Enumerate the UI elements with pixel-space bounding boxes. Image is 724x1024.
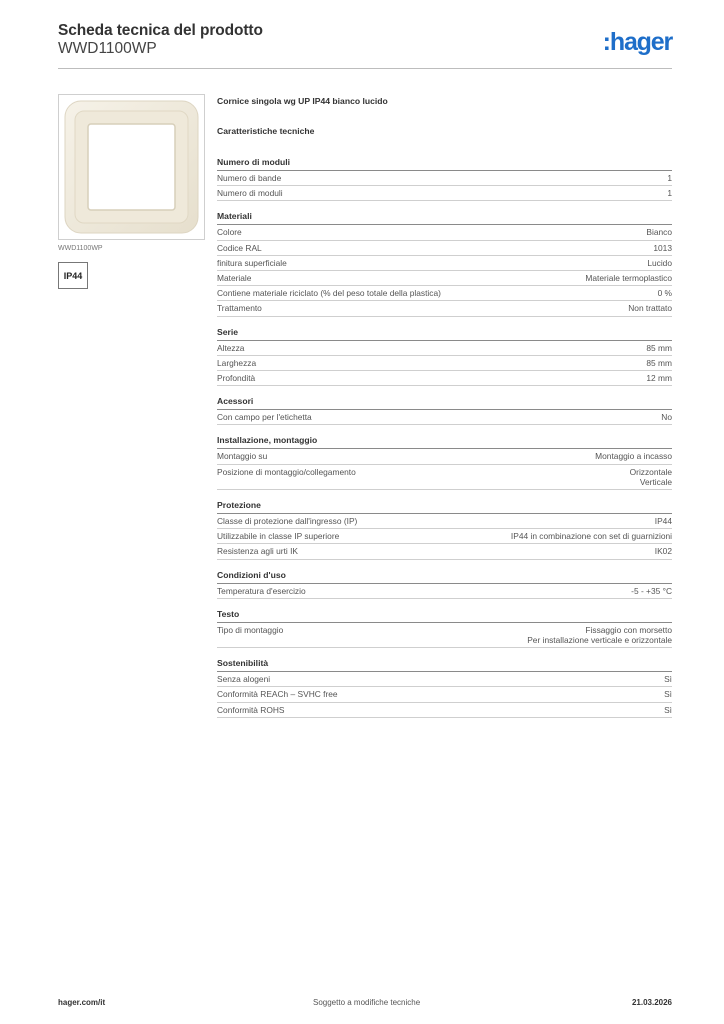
spec-section [217, 499, 672, 560]
footer-website: hager.com/it [58, 998, 106, 1007]
spec-value: IK02 [654, 546, 672, 557]
spec-row [217, 514, 672, 529]
product-image [58, 94, 205, 240]
spec-value: No [661, 412, 672, 423]
product-description: Cornice singola wg UP IP44 bianco lucido [217, 96, 388, 106]
spec-row [217, 341, 672, 356]
spec-row [217, 687, 672, 702]
spec-label: Classe di protezione dall'ingresso (IP) [217, 516, 358, 527]
spec-value: 0 % [657, 288, 672, 299]
spec-label: Colore [217, 227, 242, 238]
footer-date: 21.03.2026 [631, 998, 672, 1007]
spec-row [217, 449, 672, 464]
spec-row [217, 371, 672, 386]
spec-section [217, 210, 672, 316]
spec-label: Con campo per l'etichetta [217, 412, 312, 423]
spec-label: Senza alogeni [217, 674, 271, 685]
spec-label: Montaggio su [217, 451, 268, 462]
spec-sections [217, 156, 672, 718]
spec-row [217, 271, 672, 286]
spec-label: Larghezza [217, 357, 257, 368]
spec-row [217, 286, 672, 301]
spec-value: Montaggio a incasso [595, 451, 672, 462]
header-divider [58, 68, 672, 69]
ip-rating-badge: IP44 [58, 262, 88, 289]
section-title: Sostenibilità [217, 657, 672, 672]
page-title: Scheda tecnica del prodotto [58, 22, 263, 39]
spec-row [217, 544, 672, 559]
spec-value: Sì [664, 674, 672, 685]
spec-value: Materiale termoplastico [585, 273, 672, 284]
section-title: Installazione, montaggio [217, 434, 672, 449]
spec-value: Fissaggio con morsetto Per installazione verticale e orizzontale [527, 624, 672, 646]
spec-label: Materiale [217, 273, 252, 284]
cover-frame-illustration [59, 95, 204, 239]
spec-value: 12 mm [646, 373, 672, 384]
spec-label: Tipo di montaggio [217, 624, 284, 635]
spec-row [217, 623, 672, 648]
spec-section [217, 569, 672, 599]
spec-value: Bianco [646, 227, 672, 238]
spec-label: Resistenza agli urti IK [217, 546, 298, 557]
spec-value: Lucido [647, 257, 672, 268]
spec-value: IP44 [654, 516, 672, 527]
spec-row [217, 703, 672, 718]
spec-value: 1 [667, 188, 672, 199]
spec-label: Utilizzabile in classe IP superiore [217, 531, 340, 542]
section-title: Condizioni d'uso [217, 569, 672, 584]
section-title: Numero di moduli [217, 156, 672, 171]
spec-label: Conformità ROHS [217, 704, 285, 715]
spec-section [217, 326, 672, 387]
section-title: Testo [217, 608, 672, 623]
spec-row [217, 529, 672, 544]
spec-row [217, 356, 672, 371]
footer-note: Soggetto a modifiche tecniche [313, 998, 421, 1007]
spec-label: Posizione di montaggio/collegamento [217, 466, 356, 477]
spec-value: Orizzontale Verticale [629, 466, 672, 487]
spec-row [217, 256, 672, 271]
section-title: Serie [217, 326, 672, 341]
spec-row [217, 584, 672, 599]
spec-row [217, 171, 672, 186]
spec-label: Profondità [217, 373, 256, 384]
spec-label: Numero di moduli [217, 188, 283, 199]
spec-label: Contiene materiale riciclato (% del peso totale della plastica) [217, 288, 441, 299]
spec-section [217, 156, 672, 201]
section-title: Materiali [217, 210, 672, 225]
spec-row [217, 410, 672, 425]
spec-value: Sì [664, 704, 672, 715]
image-caption: WWD1100WP [58, 245, 103, 252]
spec-value: -5 - +35 °C [631, 585, 672, 596]
spec-section [217, 395, 672, 425]
spec-value: 1013 [653, 242, 672, 253]
spec-section [217, 657, 672, 718]
product-code: WWD1100WP [58, 40, 157, 57]
section-title: Protezione [217, 499, 672, 514]
logo-colon-mark: : [602, 28, 609, 56]
spec-row [217, 672, 672, 687]
spec-row [217, 186, 672, 201]
spec-label: Temperatura d'esercizio [217, 585, 306, 596]
spec-sheet [217, 96, 672, 727]
spec-value: 85 mm [646, 357, 672, 368]
spec-row [217, 225, 672, 240]
hager-logo [603, 28, 672, 57]
spec-row [217, 241, 672, 256]
logo-text: hager [609, 28, 672, 56]
spec-label: Numero di bande [217, 173, 282, 183]
spec-section [217, 608, 672, 648]
specs-heading: Caratteristiche tecniche [217, 126, 315, 136]
section-title: Acessori [217, 395, 672, 410]
spec-label: Trattamento [217, 303, 262, 314]
spec-value: Non trattato [628, 303, 672, 314]
spec-value: Sì [664, 689, 672, 700]
spec-label: Codice RAL [217, 242, 262, 253]
spec-row [217, 465, 672, 490]
spec-value: IP44 in combinazione con set di guarnizioni [510, 531, 672, 542]
spec-section [217, 434, 672, 490]
spec-label: finitura superficiale [217, 257, 287, 268]
spec-label: Altezza [217, 342, 245, 353]
spec-row [217, 301, 672, 316]
spec-value: 85 mm [646, 342, 672, 353]
spec-value: 1 [667, 173, 672, 183]
spec-label: Conformità REACh – SVHC free [217, 689, 338, 700]
